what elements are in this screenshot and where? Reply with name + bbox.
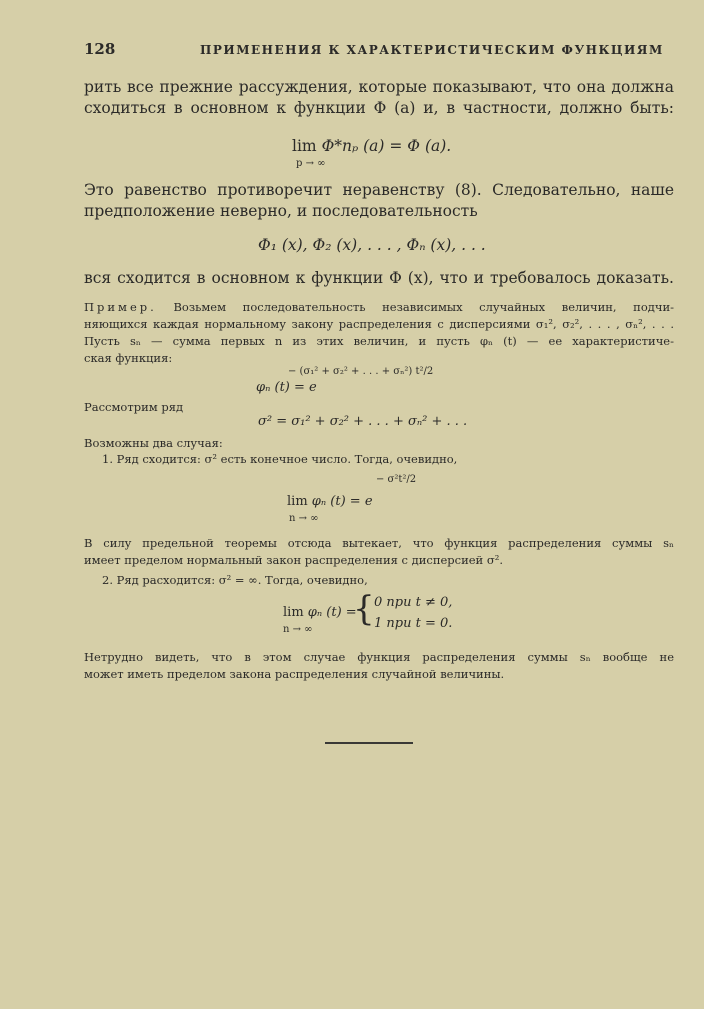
paragraph-line: вся сходится в основном к функции Φ (x), что и требовалось доказать.	[84, 269, 674, 287]
paragraph-line: Рассмотрим ряд	[84, 400, 184, 414]
example-line: няющихся каждая нормальному закону распределения с дисперсиями σ₁², σ₂², . . . , σₙ², . . .	[84, 317, 674, 331]
lim-subscript: p → ∞	[296, 158, 326, 169]
equation-body: φₙ (t) = e	[311, 494, 373, 509]
example-label: Пример.	[84, 300, 157, 314]
lim-operator: lim	[283, 605, 304, 620]
paragraph-line: сходиться в основном к функции Φ (a) и, в частности, должно быть:	[84, 99, 674, 117]
page-number: 128	[84, 40, 116, 58]
lim-operator: lim	[287, 494, 308, 509]
equation-limit-phi	[292, 137, 451, 155]
example-line: ская функция:	[84, 351, 173, 365]
running-title: ПРИМЕНЕНИЯ К ХАРАКТЕРИСТИЧЕСКИМ ФУНКЦИЯМ	[200, 43, 664, 57]
example-text: Возьмем последовательность независимых случайных величин, подчи-	[173, 300, 675, 314]
page-header	[84, 40, 674, 62]
paragraph-line: Нетрудно видеть, что в этом случае функция распределения суммы sₙ вообще не	[84, 650, 674, 664]
paragraph-line: имеет пределом нормальный закон распределения с дисперсией σ².	[84, 553, 503, 567]
end-rule	[325, 742, 413, 744]
case-value: 0 при t ≠ 0,	[374, 595, 453, 610]
left-brace: {	[353, 589, 375, 629]
lim-subscript: n → ∞	[289, 513, 319, 524]
case-two: 2. Ряд расходится: σ² = ∞. Тогда, очевидно,	[102, 573, 368, 587]
paragraph-line: предположение неверно, и последовательность	[84, 202, 478, 220]
equation-exponent: − (σ₁² + σ₂² + . . . + σₙ²) t²/2	[288, 366, 434, 377]
equation-limit-normal	[287, 494, 373, 509]
equation-body: φₙ (t) =	[307, 605, 357, 620]
equation-series: σ² = σ₁² + σ₂² + . . . + σₙ² + . . .	[258, 414, 468, 429]
example-line	[84, 300, 674, 314]
paragraph-line: Возможны два случая:	[84, 436, 223, 450]
example-line: Пусть sₙ — сумма первых n из этих величин, и пусть φₙ (t) — ее характеристиче-	[84, 334, 674, 348]
paragraph-line: Это равенство противоречит неравенству (8). Следовательно, наше	[84, 181, 674, 199]
equation-sequence: Φ₁ (x), Φ₂ (x), . . . , Φₙ (x), . . .	[258, 236, 486, 254]
equation-char-function: φₙ (t) = e	[256, 380, 317, 395]
equation-exponent: − σ²t²/2	[376, 474, 417, 485]
paragraph-line: рить все прежние рассуждения, которые показывают, что она должна	[84, 78, 674, 96]
paragraph-line: может иметь пределом закона распределения случайной величины.	[84, 667, 505, 681]
case-one: 1. Ряд сходится: σ² есть конечное число. Тогда, очевидно,	[102, 452, 458, 466]
lim-operator: lim	[292, 137, 317, 155]
case-value: 1 при t = 0.	[374, 616, 453, 631]
equation-body: Φ*nₚ (a) = Φ (a).	[321, 137, 452, 155]
lim-subscript: n → ∞	[283, 624, 313, 635]
paragraph-line: В силу предельной теоремы отсюда вытекает, что функция распределения суммы sₙ	[84, 536, 674, 550]
equation-limit-cases	[283, 605, 357, 620]
